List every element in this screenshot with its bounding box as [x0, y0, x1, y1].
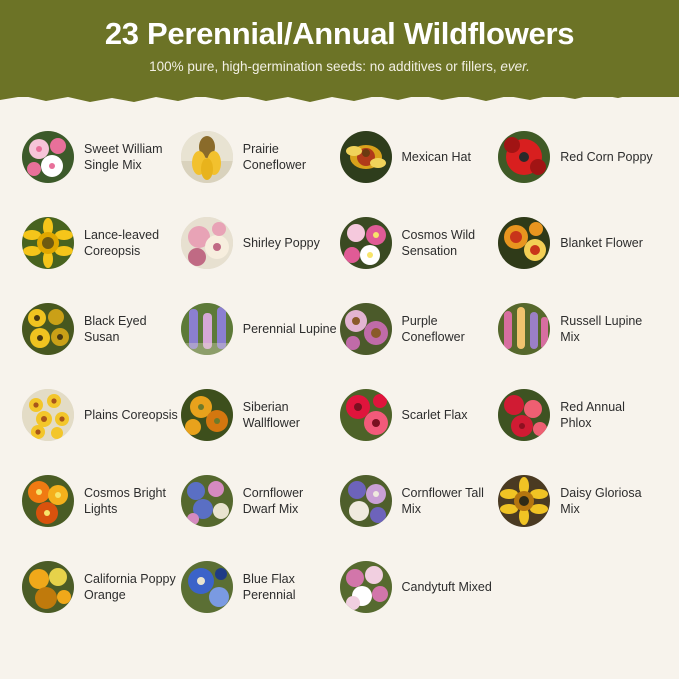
variety-label: Candytuft Mixed: [401, 579, 492, 594]
flower-thumb-icon: [181, 561, 233, 613]
variety-label: Siberian Wallflower: [242, 399, 300, 430]
flower-thumb-icon: [181, 131, 233, 183]
flower-thumb-icon: [181, 217, 233, 269]
flower-thumb-icon: [340, 303, 392, 355]
flower-thumb-icon: [181, 389, 233, 441]
flower-thumb-icon: [498, 217, 550, 269]
variety-item-empty: [498, 556, 657, 618]
variety-label: Mexican Hat: [401, 149, 471, 164]
variety-grid: [0, 126, 679, 618]
variety-item: [340, 126, 499, 188]
variety-item: [22, 384, 181, 446]
variety-item: [181, 126, 340, 188]
header-subtitle-emphasis: ever.: [500, 58, 530, 74]
variety-item: [181, 384, 340, 446]
flower-thumb-icon: [340, 389, 392, 441]
flower-thumb-icon: [498, 389, 550, 441]
variety-label: Red Corn Poppy: [560, 149, 653, 164]
header-subtitle: [0, 59, 679, 75]
variety-item: [498, 212, 657, 274]
flower-thumb-icon: [22, 217, 74, 269]
variety-label: Sweet William Single Mix: [84, 141, 163, 172]
flower-thumb-icon: [340, 217, 392, 269]
variety-label: Purple Coneflower: [401, 313, 465, 344]
variety-item: [498, 470, 657, 532]
flower-thumb-icon: [22, 389, 74, 441]
variety-label: Scarlet Flax: [401, 407, 468, 422]
variety-label: Cornflower Tall Mix: [401, 485, 484, 516]
header-subtitle-plain: 100% pure, high-germination seeds: no additives or fillers,: [149, 58, 501, 74]
flower-thumb-icon: [340, 561, 392, 613]
variety-label: Perennial Lupine: [242, 321, 337, 336]
flower-thumb-icon: [340, 475, 392, 527]
variety-item: [22, 212, 181, 274]
variety-label: California Poppy Orange: [84, 571, 176, 602]
variety-item: [22, 556, 181, 618]
variety-label: Cornflower Dwarf Mix: [242, 485, 304, 516]
flower-thumb-icon: [498, 303, 550, 355]
variety-label: Red Annual Phlox: [560, 399, 625, 430]
variety-item: [498, 298, 657, 360]
flower-thumb-icon: [22, 303, 74, 355]
variety-item: [340, 384, 499, 446]
flower-thumb-icon: [498, 131, 550, 183]
flower-thumb-icon: [22, 561, 74, 613]
flower-thumb-icon: [181, 475, 233, 527]
variety-label: Cosmos Wild Sensation: [401, 227, 476, 258]
variety-label: Plains Coreopsis: [84, 407, 178, 422]
variety-label: Black Eyed Susan: [84, 313, 147, 344]
variety-item: [498, 384, 657, 446]
variety-label: Blanket Flower: [560, 235, 643, 250]
flower-thumb-icon: [22, 131, 74, 183]
header-banner: [0, 0, 679, 97]
variety-item: [340, 298, 499, 360]
variety-label: Shirley Poppy: [242, 235, 320, 250]
variety-item: [181, 556, 340, 618]
variety-item: [22, 126, 181, 188]
variety-item: [181, 212, 340, 274]
variety-label: Blue Flax Perennial: [242, 571, 296, 602]
variety-label: Russell Lupine Mix: [560, 313, 643, 344]
variety-label: Cosmos Bright Lights: [84, 485, 166, 516]
variety-item: [22, 470, 181, 532]
variety-item: [22, 298, 181, 360]
variety-label: Lance-leaved Coreopsis: [84, 227, 160, 258]
flower-thumb-icon: [498, 475, 550, 527]
flower-thumb-icon: [340, 131, 392, 183]
variety-label: Daisy Gloriosa Mix: [560, 485, 642, 516]
variety-label: Prairie Coneflower: [242, 141, 306, 172]
flower-thumb-icon: [181, 303, 233, 355]
variety-item: [340, 470, 499, 532]
variety-item: [181, 298, 340, 360]
variety-item: [498, 126, 657, 188]
variety-item: [340, 556, 499, 618]
variety-item: [181, 470, 340, 532]
torn-paper-divider: [0, 88, 679, 110]
page-title: 23 Perennial/Annual Wildflowers: [104, 16, 575, 51]
variety-item: [340, 212, 499, 274]
flower-thumb-icon: [22, 475, 74, 527]
